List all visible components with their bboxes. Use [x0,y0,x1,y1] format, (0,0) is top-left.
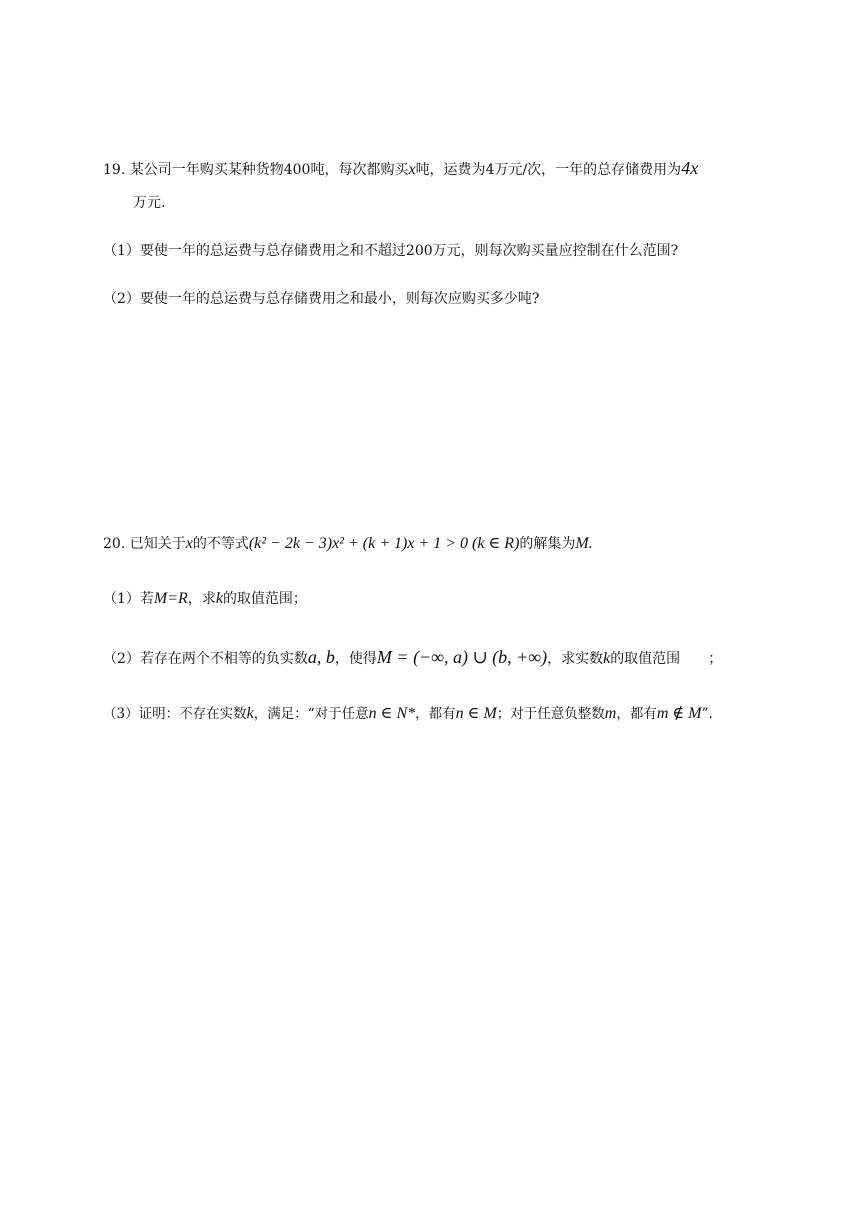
q20-part1-c: 的取值范围； [222,591,307,607]
q20-part2-ab: a, b [307,647,335,667]
q19-line2: 万元. [133,195,166,211]
q20-part2-b: ，使得 [334,651,377,667]
q20-stem [103,534,593,554]
q20-part3-m-notin-M: m ∉ M [656,705,702,722]
q20-part1-b: ，求 [187,591,216,607]
q20-stem-var: x [185,535,193,552]
q19-line1 [103,158,698,180]
q19-text-a: 某公司一年购买某种货物400吨，每次都购买 [129,162,409,178]
q20-part3-k: k [246,705,254,722]
q20-stem-c: 的解集为 [519,536,576,552]
q20-part1-cond: M=R [153,590,188,607]
q20-part3-d: ；对于任意负整数 [496,706,605,722]
q20-part2 [103,647,722,669]
q20-part3-b: ，满足：“对于任意 [253,706,369,722]
q19-number: 19. [103,162,126,178]
q19-text-b: 吨，运费为4万元/次，一年的总存储费用为 [415,162,682,178]
q20-part2-a: （2）若存在两个不相等的负实数 [103,651,308,667]
q20-stem-set: M. [575,535,593,552]
q20-part1-k: k [215,590,223,607]
q20-part3-n-in-N: n ∈ N* [368,705,416,722]
q20-part2-set: M = (−∞, a) ∪ (b, +∞) [376,647,548,667]
q20-part2-c: ，求实数 [547,651,604,667]
q20-part3-m: m [604,705,617,722]
q19-var-x: x [408,161,416,178]
q20-part1-a: （1）若 [103,591,154,607]
q20-number: 20. [103,536,126,552]
q20-part2-d: 的取值范围 [610,651,681,667]
q20-part2-tail: ； [708,651,723,667]
q19-part1: （1）要使一年的总运费与总存储费用之和不超过200万元，则每次购买量应控制在什么范围? [103,243,679,259]
q20-part2-k: k [603,650,611,667]
q20-part1 [103,589,307,609]
q20-part3-f: ”. [701,706,713,722]
q20-part3-a: （3）证明：不存在实数 [103,706,247,722]
q20-inequality: (k² − 2k − 3)x² + (k + 1)x + 1 > 0 (k ∈ R) [248,535,520,552]
q19-part2: （2）要使一年的总运费与总存储费用之和最小，则每次应购买多少吨? [103,291,540,307]
q19-cost-expr: 4x [681,158,699,178]
q20-stem-b: 的不等式 [192,536,249,552]
q20-stem-a: 已知关于 [129,536,186,552]
q20-part3-e: ，都有 [616,706,657,722]
q20-part3 [103,704,713,724]
q20-part3-c: ，都有 [415,706,456,722]
q20-part3-n-in-M: n ∈ M [455,705,497,722]
